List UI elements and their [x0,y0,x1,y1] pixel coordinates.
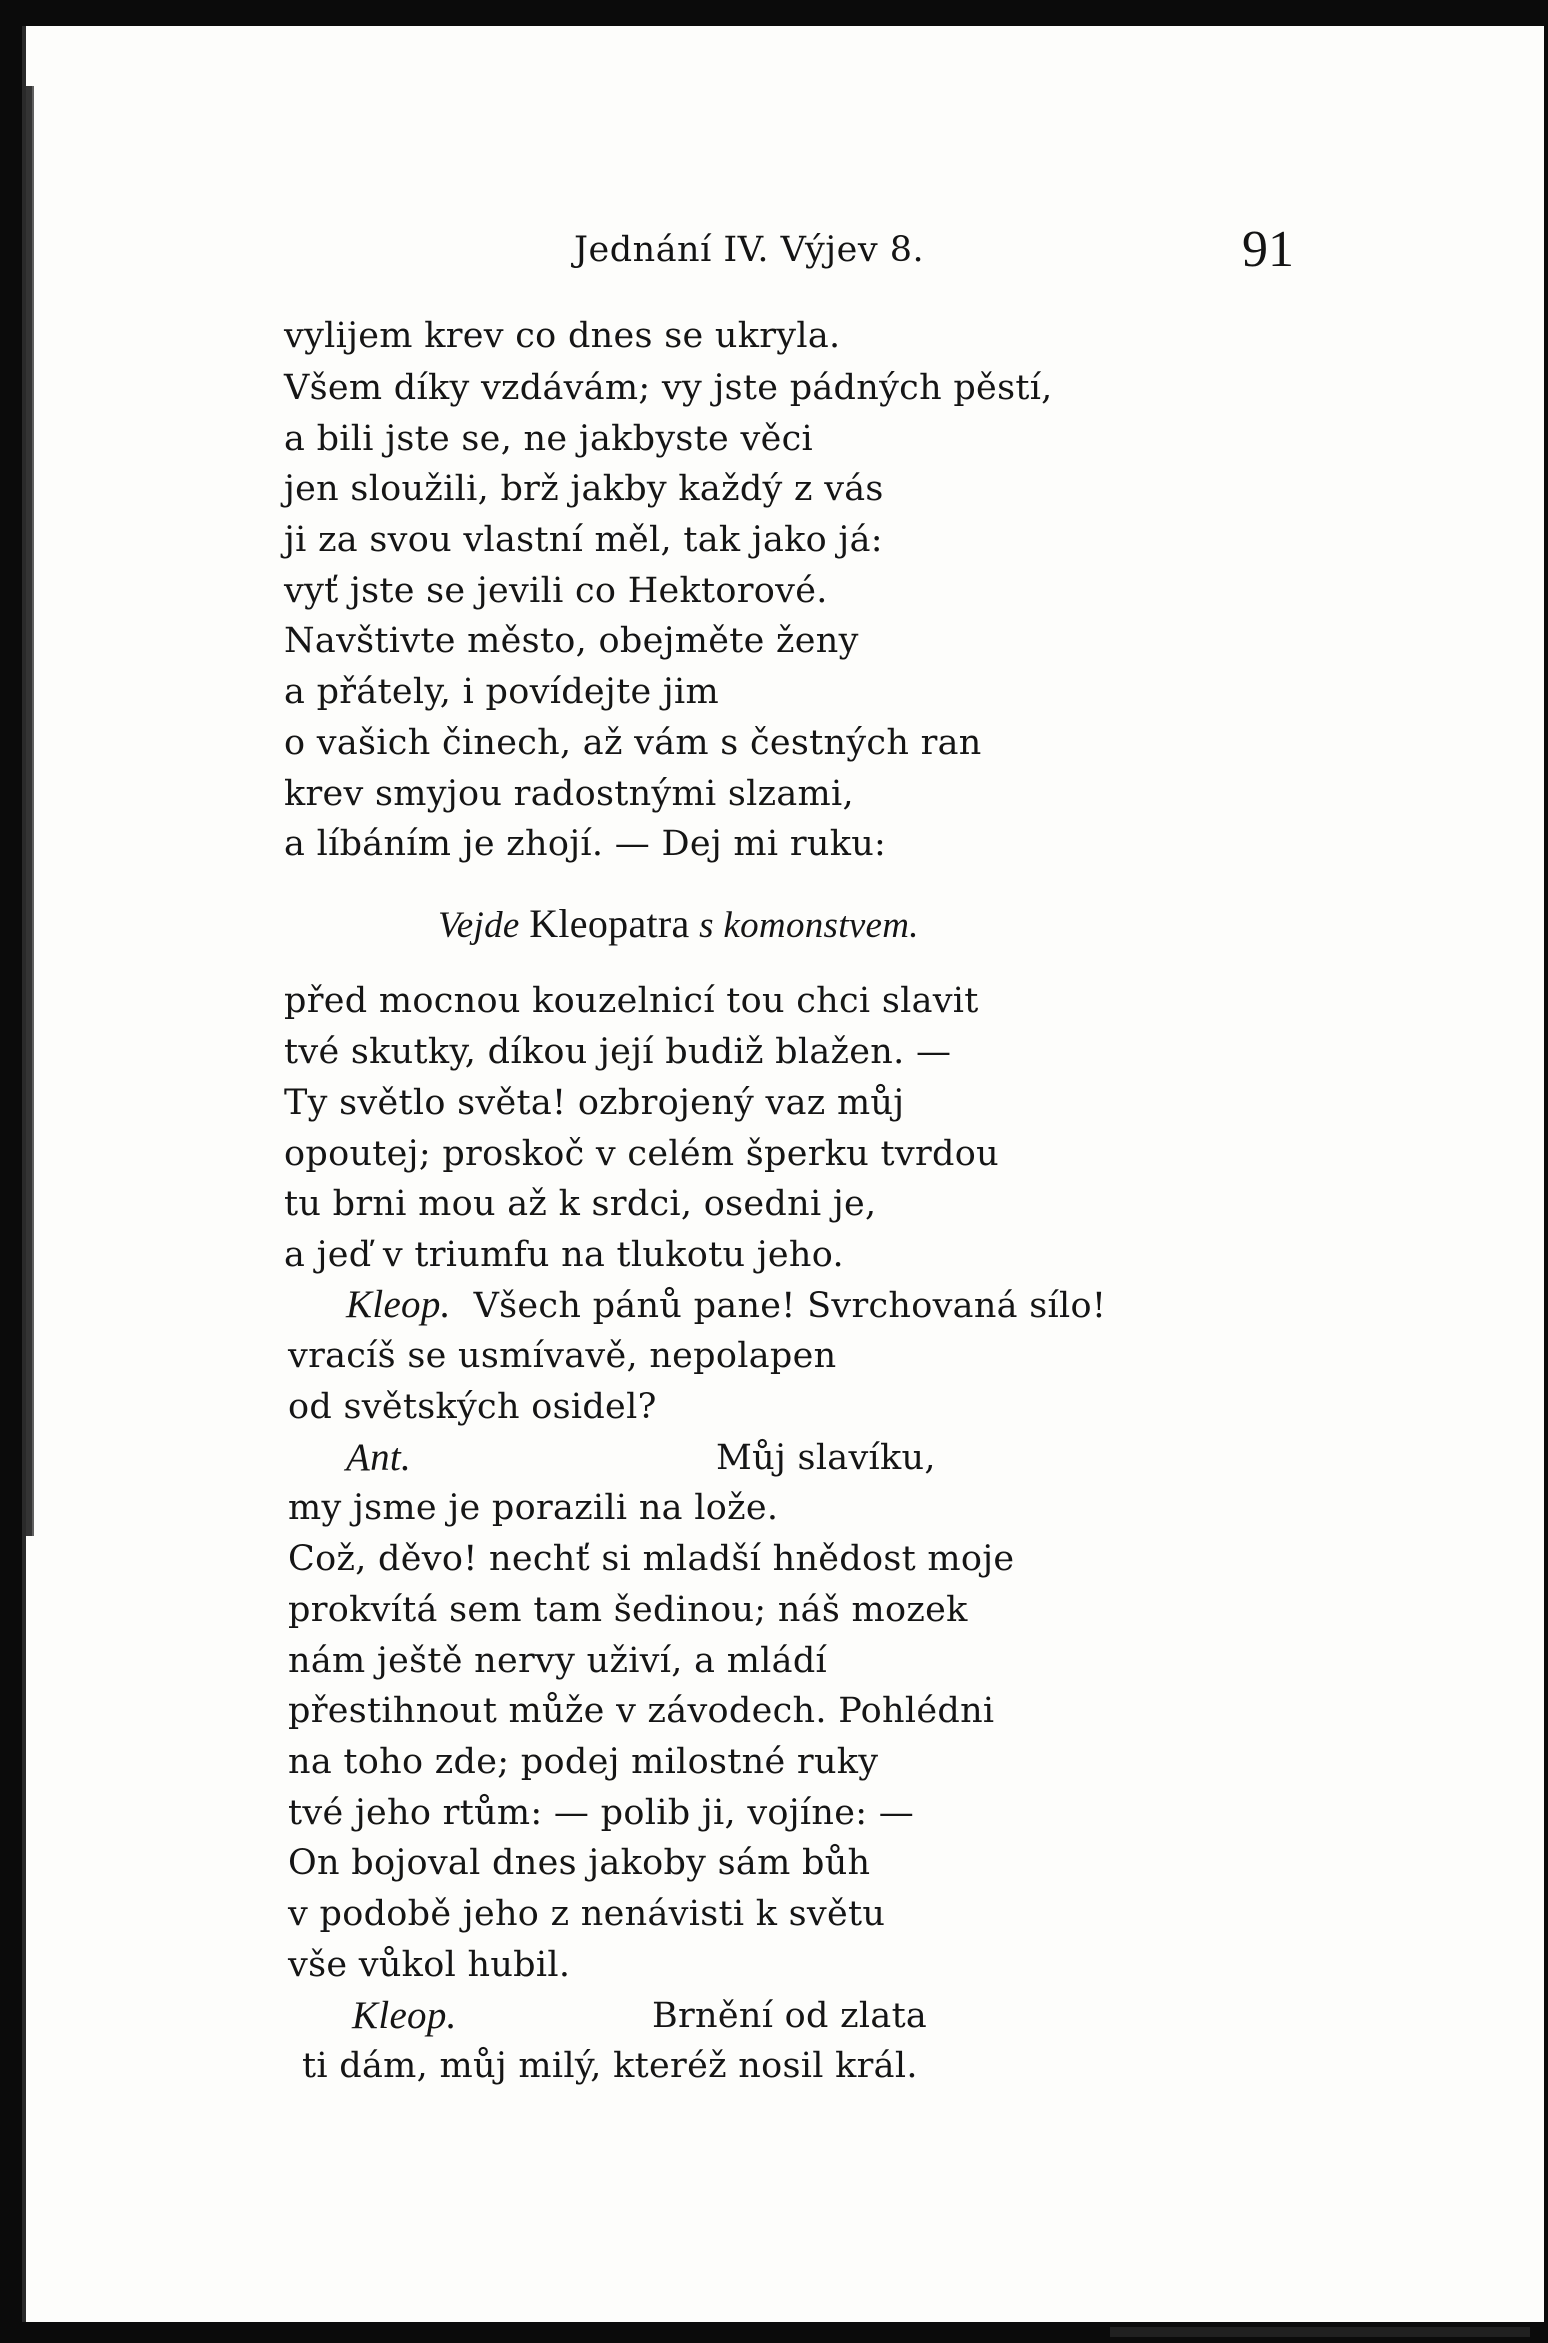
verse-line: vše vůkol hubil. [288,1945,571,1985]
running-title: Jednání IV. Výjev 8. [574,230,925,270]
verse-line: nám ještě nervy uživí, a mládí [288,1641,828,1681]
scan-border-bottom [22,2322,1548,2343]
verse-line: Což, děvo! nechť si mladší hnědost moje [288,1539,1015,1579]
verse-line: opoutej; proskoč v celém šperku tvrdou [284,1134,999,1174]
verse-line: před mocnou kouzelnicí tou chci slavit [284,981,979,1021]
verse-line: tu brni mou až k srdci, osedni je, [284,1184,877,1224]
verse-line: tvé jeho rtům: — polib ji, vojíne: — [288,1793,915,1833]
speaker-name: Kleop. [352,1994,457,2037]
speech-line [346,1285,1106,1326]
speech-text: Můj slavíku, [716,1438,936,1478]
verse-line: ti dám, můj milý, kteréž nosil král. [302,2046,918,2086]
verse-line: jen sloužili, brž jakby každý z vás [284,469,884,509]
verse-line: a přátely, i povídejte jim [284,672,720,712]
verse-line: o vašich činech, až vám s čestných ran [284,723,982,763]
stage-direction-pre: Vejde [438,905,520,946]
speech-line [346,1438,411,1479]
speech-text: Brnění od zlata [652,1996,928,2036]
verse-line: ji za svou vlastní měl, tak jako já: [284,520,883,560]
book-page [22,26,1544,2322]
verse-line: od světských osidel? [288,1387,657,1427]
speaker-name: Kleop. [346,1283,451,1326]
verse-line: přestihnout může v závodech. Pohlédni [288,1691,995,1731]
verse-line: vyť jste se jevili co Hektorové. [284,571,828,611]
verse-line: tvé skutky, díkou její budiž blažen. — [284,1032,952,1072]
verse-line: vylijem krev co dnes se ukryla. [284,316,841,356]
verse-line: my jsme je porazili na lože. [288,1488,779,1528]
verse-line: Ty světlo světa! ozbrojený vaz můj [284,1083,905,1123]
stage-direction-character: Kleopatra [529,901,690,946]
verse-line: vracíš se usmívavě, nepolapen [288,1336,837,1376]
page-number: 91 [1242,221,1294,278]
verse-line: a líbáním je zhojí. — Dej mi ruku: [284,824,887,864]
stage-direction-post: s komonstvem. [699,905,919,946]
verse-line: a bili jste se, ne jakbyste věci [284,419,813,459]
verse-line: Všem díky vzdávám; vy jste pádných pěstí, [284,368,1053,408]
verse-text [26,26,1544,2322]
scan-edge-mark [1110,2327,1530,2337]
verse-line: On bojoval dnes jakoby sám bůh [288,1843,871,1883]
speech-text: Všech pánů pane! Svrchovaná sílo! [473,1286,1107,1326]
verse-line: na toho zde; podej milostné ruky [288,1742,879,1782]
speech-line [352,1996,457,2037]
verse-line: krev smyjou radostnými slzami, [284,774,854,814]
verse-line: v podobě jeho z nenávisti k světu [288,1894,886,1934]
speaker-name: Ant. [346,1436,412,1479]
stage-direction [438,901,919,946]
verse-line: Navštivte město, obejměte ženy [284,621,859,661]
verse-line: prokvítá sem tam šedinou; náš mozek [288,1590,968,1630]
verse-line: a jeď v triumfu na tlukotu jeho. [284,1235,844,1275]
